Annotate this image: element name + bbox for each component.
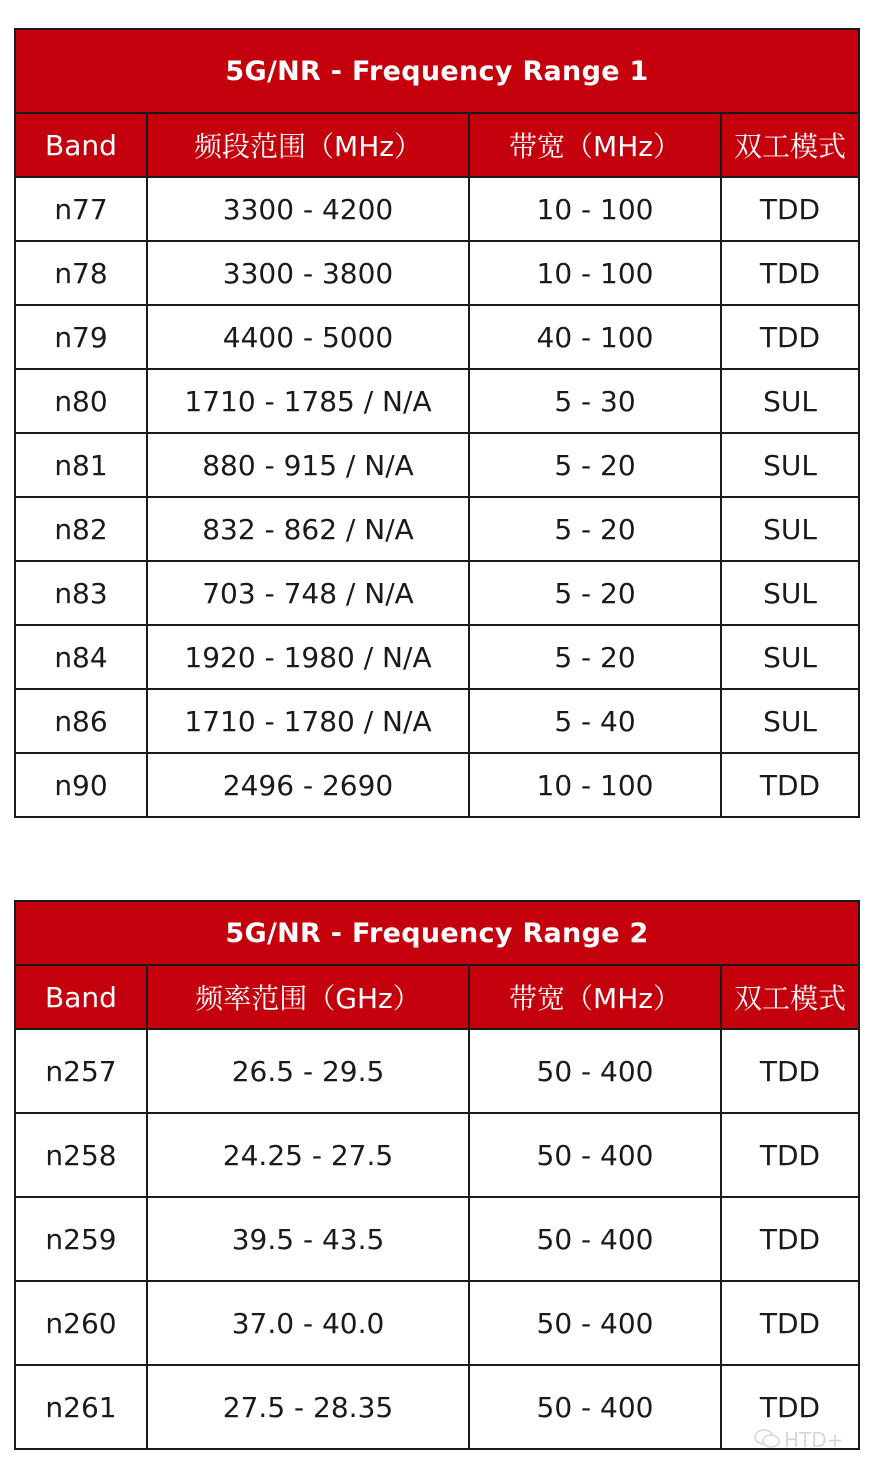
table-row: [15, 1281, 859, 1365]
table-row: [15, 369, 859, 433]
frequency-range-cell: 3300 - 3800: [147, 241, 469, 305]
column-header-frequency-range: 频段范围（MHz）: [147, 113, 469, 177]
bandwidth-cell: 50 - 400: [469, 1029, 721, 1113]
table-row: [15, 241, 859, 305]
frequency-range-cell: 37.0 - 40.0: [147, 1281, 469, 1365]
watermark: [754, 1428, 843, 1454]
column-header-bandwidth: 带宽（MHz）: [469, 113, 721, 177]
band-cell: n83: [15, 561, 147, 625]
table-row: [15, 561, 859, 625]
table-body: [15, 177, 859, 817]
band-cell: n77: [15, 177, 147, 241]
table-row: [15, 625, 859, 689]
table-row: [15, 497, 859, 561]
bandwidth-cell: 10 - 100: [469, 177, 721, 241]
bandwidth-cell: 5 - 20: [469, 561, 721, 625]
frequency-range-cell: 1710 - 1785 / N/A: [147, 369, 469, 433]
duplex-mode-cell: TDD: [721, 1365, 859, 1449]
frequency-range-cell: 1920 - 1980 / N/A: [147, 625, 469, 689]
frequency-range-cell: 832 - 862 / N/A: [147, 497, 469, 561]
bandwidth-cell: 10 - 100: [469, 241, 721, 305]
bandwidth-cell: 50 - 400: [469, 1281, 721, 1365]
bandwidth-cell: 10 - 100: [469, 753, 721, 817]
table-title: 5G/NR - Frequency Range 2: [15, 901, 859, 965]
bandwidth-cell: 5 - 30: [469, 369, 721, 433]
band-cell: n86: [15, 689, 147, 753]
frequency-range-cell: 27.5 - 28.35: [147, 1365, 469, 1449]
frequency-range-cell: 39.5 - 43.5: [147, 1197, 469, 1281]
bandwidth-cell: 50 - 400: [469, 1365, 721, 1449]
bandwidth-cell: 50 - 400: [469, 1113, 721, 1197]
duplex-mode-cell: SUL: [721, 369, 859, 433]
bandwidth-cell: 40 - 100: [469, 305, 721, 369]
column-header-duplex-mode: 双工模式: [721, 113, 859, 177]
table-title: 5G/NR - Frequency Range 1: [15, 29, 859, 113]
band-cell: n257: [15, 1029, 147, 1113]
band-cell: n79: [15, 305, 147, 369]
column-header-frequency-range: 频率范围（GHz）: [147, 965, 469, 1029]
column-header-band: Band: [15, 965, 147, 1029]
frequency-range-cell: 3300 - 4200: [147, 177, 469, 241]
column-header-band: Band: [15, 113, 147, 177]
band-cell: n80: [15, 369, 147, 433]
frequency-range-cell: 1710 - 1780 / N/A: [147, 689, 469, 753]
table-row: [15, 753, 859, 817]
frequency-range-cell: 2496 - 2690: [147, 753, 469, 817]
table-row: [15, 177, 859, 241]
header-row: [15, 965, 859, 1029]
band-cell: n81: [15, 433, 147, 497]
duplex-mode-cell: SUL: [721, 625, 859, 689]
frequency-range-cell: 26.5 - 29.5: [147, 1029, 469, 1113]
band-cell: n90: [15, 753, 147, 817]
table-row: [15, 305, 859, 369]
bandwidth-cell: 5 - 20: [469, 625, 721, 689]
duplex-mode-cell: TDD: [721, 753, 859, 817]
duplex-mode-cell: TDD: [721, 177, 859, 241]
band-cell: n84: [15, 625, 147, 689]
table-row: [15, 1365, 859, 1449]
column-header-duplex-mode: 双工模式: [721, 965, 859, 1029]
duplex-mode-cell: TDD: [721, 241, 859, 305]
frequency-range-1-table: [14, 28, 860, 818]
table-row: [15, 1029, 859, 1113]
table-row: [15, 689, 859, 753]
frequency-range-cell: 880 - 915 / N/A: [147, 433, 469, 497]
watermark-text: HTD+: [784, 1428, 844, 1452]
band-cell: n82: [15, 497, 147, 561]
duplex-mode-cell: SUL: [721, 561, 859, 625]
duplex-mode-cell: TDD: [721, 1029, 859, 1113]
frequency-range-cell: 703 - 748 / N/A: [147, 561, 469, 625]
header-row: [15, 113, 859, 177]
bandwidth-cell: 5 - 20: [469, 497, 721, 561]
column-header-bandwidth: 带宽（MHz）: [469, 965, 721, 1029]
frequency-range-cell: 4400 - 5000: [147, 305, 469, 369]
duplex-mode-cell: TDD: [721, 1281, 859, 1365]
band-cell: n258: [15, 1113, 147, 1197]
bandwidth-cell: 5 - 40: [469, 689, 721, 753]
duplex-mode-cell: SUL: [721, 497, 859, 561]
table-row: [15, 1197, 859, 1281]
bandwidth-cell: 50 - 400: [469, 1197, 721, 1281]
table-row: [15, 1113, 859, 1197]
band-cell: n78: [15, 241, 147, 305]
band-cell: n261: [15, 1365, 147, 1449]
duplex-mode-cell: SUL: [721, 689, 859, 753]
duplex-mode-cell: TDD: [721, 1113, 859, 1197]
frequency-range-cell: 24.25 - 27.5: [147, 1113, 469, 1197]
bandwidth-cell: 5 - 20: [469, 433, 721, 497]
wechat-icon: [754, 1429, 780, 1454]
duplex-mode-cell: SUL: [721, 433, 859, 497]
duplex-mode-cell: TDD: [721, 1197, 859, 1281]
band-cell: n260: [15, 1281, 147, 1365]
band-cell: n259: [15, 1197, 147, 1281]
duplex-mode-cell: TDD: [721, 305, 859, 369]
frequency-range-2-table: [14, 900, 860, 1450]
table-body: [15, 1029, 859, 1449]
table-row: [15, 433, 859, 497]
